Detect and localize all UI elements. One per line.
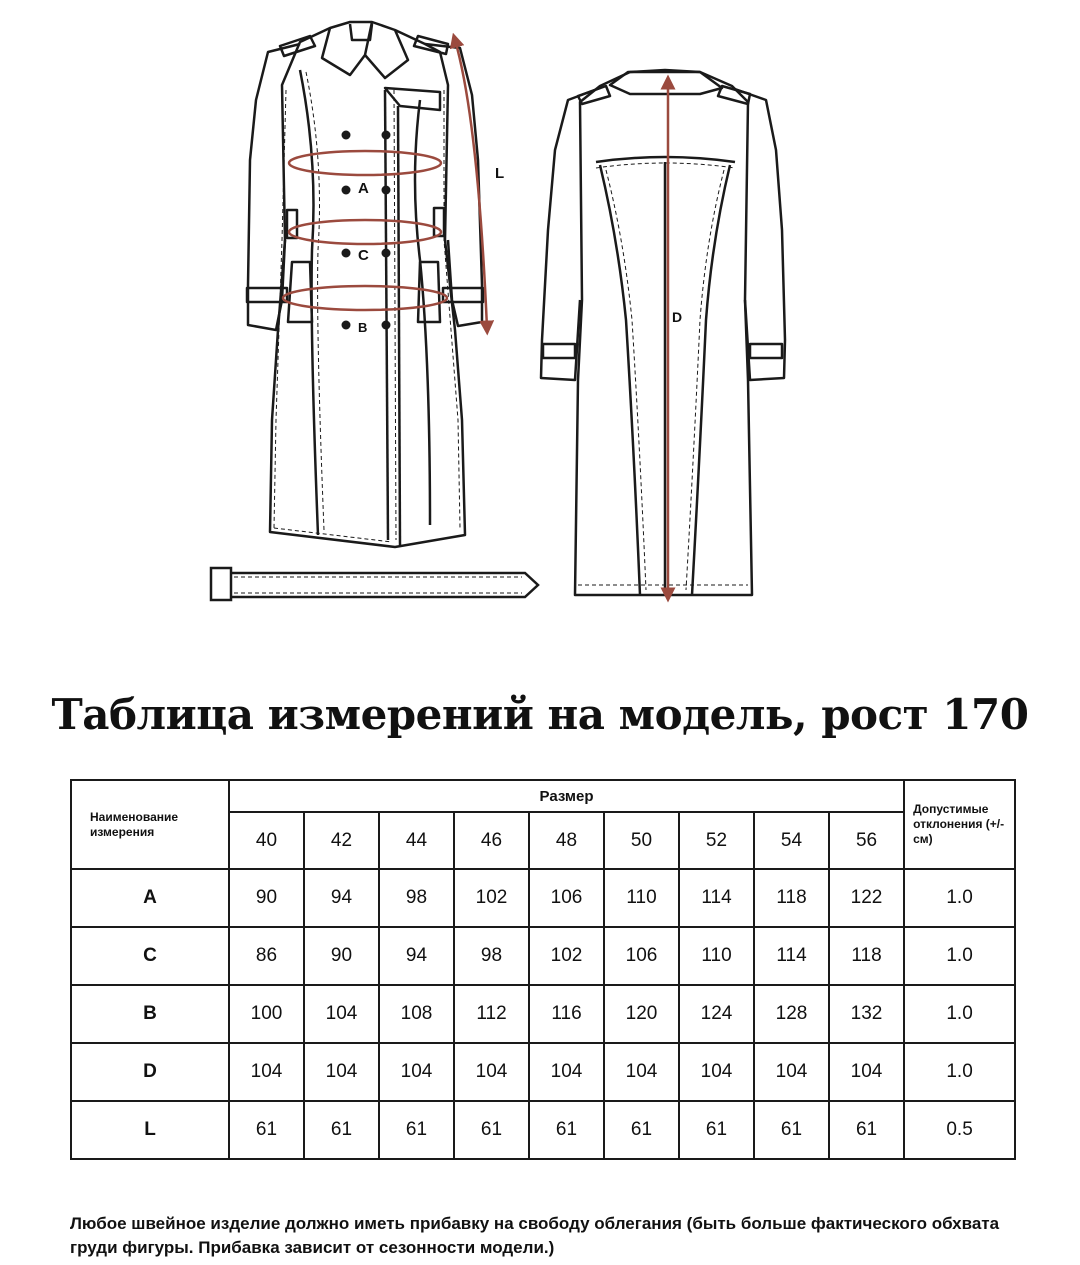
table-row bbox=[71, 927, 1015, 985]
value-cell: 110 bbox=[679, 927, 754, 985]
tolerance-cell: 1.0 bbox=[904, 985, 1015, 1043]
measurement-name-header: Наименование измерения bbox=[71, 780, 229, 869]
tolerance-header: Допустимые отклонения (+/- см) bbox=[904, 780, 1015, 869]
size-cell: 56 bbox=[829, 812, 904, 869]
value-cell: 104 bbox=[454, 1043, 529, 1101]
value-cell: 104 bbox=[379, 1043, 454, 1101]
value-cell: 114 bbox=[679, 869, 754, 927]
value-cell: 61 bbox=[529, 1101, 604, 1159]
value-cell: 104 bbox=[304, 1043, 379, 1101]
label-c: C bbox=[358, 247, 369, 264]
value-cell: 110 bbox=[604, 869, 679, 927]
label-b: B bbox=[358, 320, 368, 335]
value-cell: 104 bbox=[304, 985, 379, 1043]
size-cell: 50 bbox=[604, 812, 679, 869]
coat-belt bbox=[211, 568, 538, 600]
value-cell: 61 bbox=[754, 1101, 829, 1159]
size-header: Размер bbox=[229, 780, 904, 812]
fit-note: Любое швейное изделие должно иметь прибавку на свободу облегания (быть больше фактического обхвата груди фигуры. Прибавка зависит от сезонности модели.) bbox=[70, 1214, 1000, 1257]
value-cell: 61 bbox=[379, 1101, 454, 1159]
table-row bbox=[71, 1043, 1015, 1101]
value-cell: 118 bbox=[829, 927, 904, 985]
value-cell: 102 bbox=[529, 927, 604, 985]
value-cell: 104 bbox=[829, 1043, 904, 1101]
table-row bbox=[71, 869, 1015, 927]
value-cell: 61 bbox=[454, 1101, 529, 1159]
value-cell: 106 bbox=[604, 927, 679, 985]
table-row bbox=[71, 985, 1015, 1043]
tolerance-cell: 1.0 bbox=[904, 927, 1015, 985]
value-cell: 100 bbox=[229, 985, 304, 1043]
table-row bbox=[71, 1101, 1015, 1159]
value-cell: 128 bbox=[754, 985, 829, 1043]
value-cell: 116 bbox=[529, 985, 604, 1043]
row-label: C bbox=[71, 927, 229, 985]
value-cell: 118 bbox=[754, 869, 829, 927]
value-cell: 86 bbox=[229, 927, 304, 985]
value-cell: 98 bbox=[454, 927, 529, 985]
label-d: D bbox=[672, 309, 683, 325]
value-cell: 94 bbox=[379, 927, 454, 985]
value-cell: 98 bbox=[379, 869, 454, 927]
back-stitching bbox=[578, 163, 748, 590]
label-a: A bbox=[358, 180, 369, 197]
size-cell: 52 bbox=[679, 812, 754, 869]
size-cell: 48 bbox=[529, 812, 604, 869]
label-l: L bbox=[495, 165, 505, 182]
value-cell: 104 bbox=[679, 1043, 754, 1101]
tolerance-cell: 1.0 bbox=[904, 869, 1015, 927]
value-cell: 122 bbox=[829, 869, 904, 927]
tolerance-cell: 0.5 bbox=[904, 1101, 1015, 1159]
size-cell: 42 bbox=[304, 812, 379, 869]
size-cell: 40 bbox=[229, 812, 304, 869]
value-cell: 106 bbox=[529, 869, 604, 927]
value-cell: 104 bbox=[229, 1043, 304, 1101]
value-cell: 61 bbox=[829, 1101, 904, 1159]
row-label: L bbox=[71, 1101, 229, 1159]
value-cell: 108 bbox=[379, 985, 454, 1043]
value-cell: 61 bbox=[229, 1101, 304, 1159]
page-title: Таблица измерений на модель, рост 170 bbox=[51, 690, 1029, 739]
value-cell: 90 bbox=[304, 927, 379, 985]
measurement-table bbox=[70, 779, 1016, 1160]
value-cell: 132 bbox=[829, 985, 904, 1043]
value-cell: 120 bbox=[604, 985, 679, 1043]
tolerance-cell: 1.0 bbox=[904, 1043, 1015, 1101]
value-cell: 102 bbox=[454, 869, 529, 927]
value-cell: 94 bbox=[304, 869, 379, 927]
value-cell: 61 bbox=[304, 1101, 379, 1159]
row-label: D bbox=[71, 1043, 229, 1101]
coat-front-view bbox=[247, 22, 483, 547]
value-cell: 112 bbox=[454, 985, 529, 1043]
row-label: A bbox=[71, 869, 229, 927]
value-cell: 104 bbox=[529, 1043, 604, 1101]
row-label: B bbox=[71, 985, 229, 1043]
table-body bbox=[71, 869, 1015, 1159]
front-stitching bbox=[274, 72, 460, 542]
value-cell: 114 bbox=[754, 927, 829, 985]
coat-buttons bbox=[342, 131, 391, 330]
size-cell: 44 bbox=[379, 812, 454, 869]
value-cell: 61 bbox=[679, 1101, 754, 1159]
size-cell: 46 bbox=[454, 812, 529, 869]
value-cell: 61 bbox=[604, 1101, 679, 1159]
value-cell: 104 bbox=[754, 1043, 829, 1101]
value-cell: 90 bbox=[229, 869, 304, 927]
size-cell: 54 bbox=[754, 812, 829, 869]
value-cell: 104 bbox=[604, 1043, 679, 1101]
value-cell: 124 bbox=[679, 985, 754, 1043]
coat-back-view bbox=[541, 70, 785, 595]
